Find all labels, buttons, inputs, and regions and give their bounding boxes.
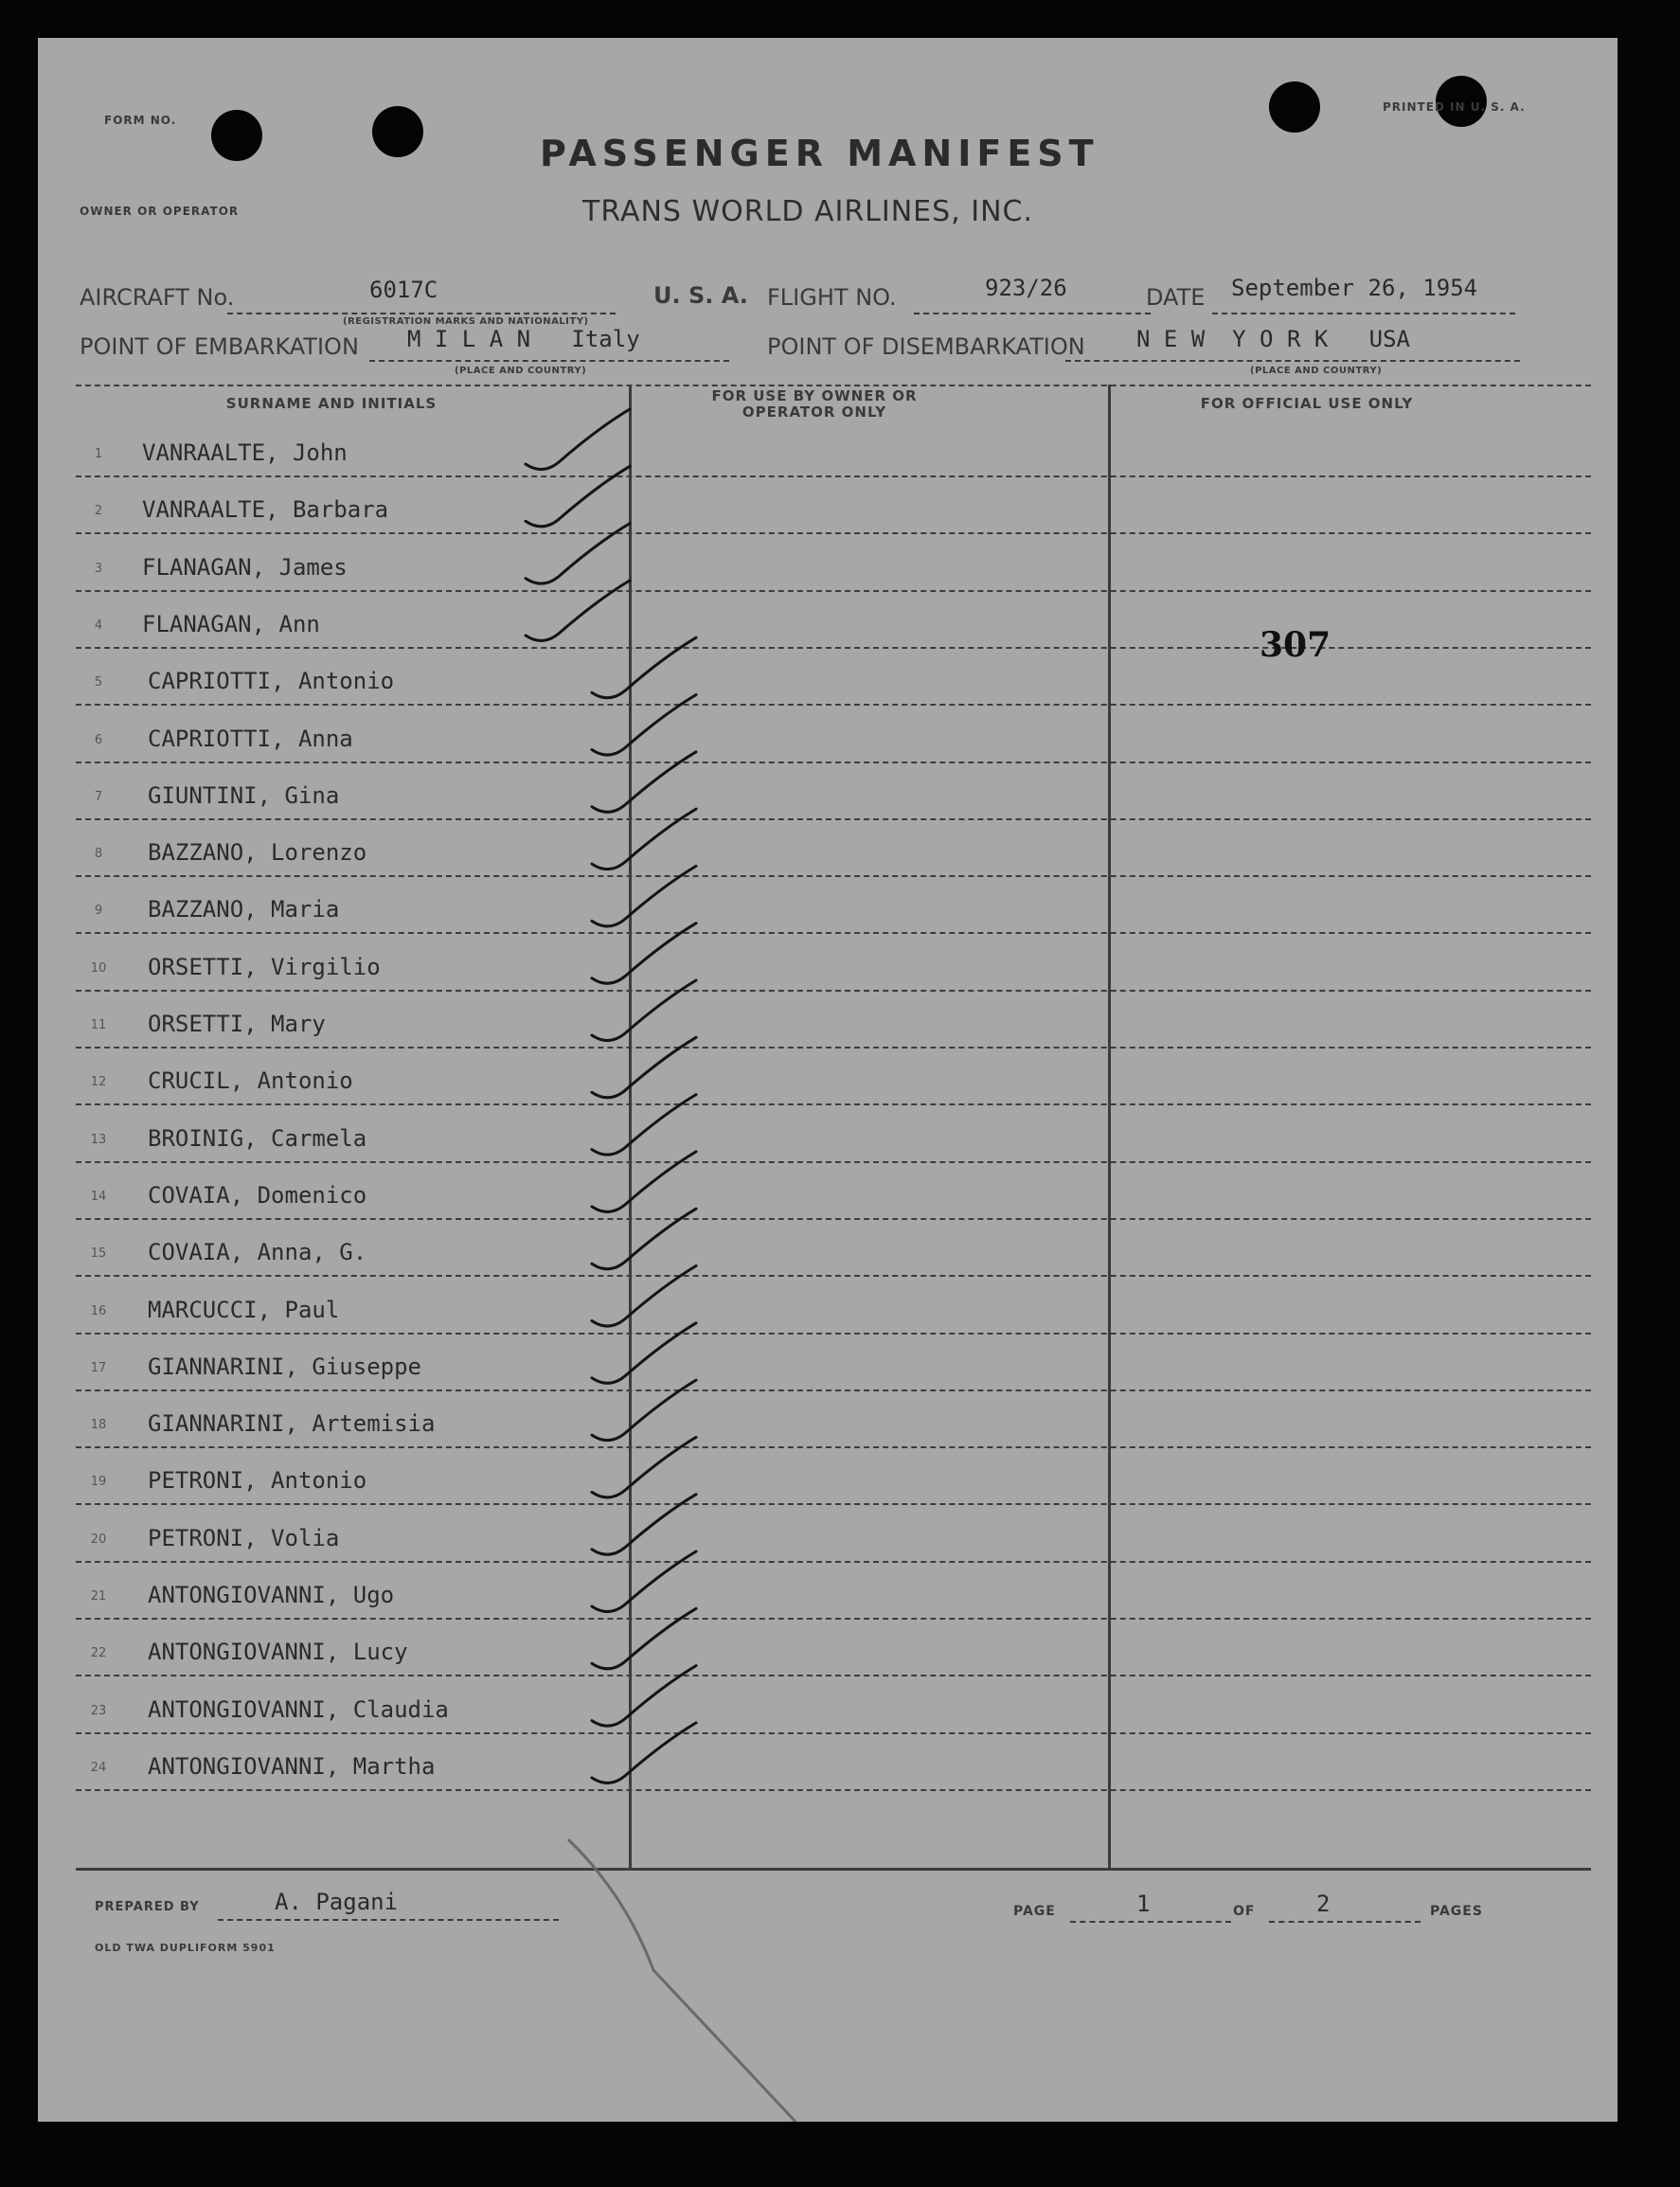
row-number: 5 — [94, 675, 103, 690]
passenger-name: GIANNARINI, Artemisia — [148, 1410, 436, 1438]
row-number: 1 — [94, 447, 103, 461]
usa-label: U. S. A. — [653, 282, 748, 309]
passenger-name: VANRAALTE, Barbara — [142, 496, 389, 524]
passenger-name: COVAIA, Domenico — [148, 1181, 367, 1209]
embarkation-value: M I L A N Italy — [407, 326, 640, 352]
passenger-name: ORSETTI, Mary — [148, 1011, 326, 1037]
row-number: 12 — [90, 1075, 107, 1090]
of-value: 2 — [1316, 1891, 1331, 1917]
owner-operator-label: OWNER OR OPERATOR — [80, 205, 240, 218]
official-number-stamp: 307 — [1260, 625, 1331, 665]
row-number: 6 — [94, 732, 103, 747]
row-number: 3 — [94, 561, 103, 576]
printed-note: PRINTED IN U. S. A. — [1383, 100, 1526, 114]
passenger-name: COVAIA, Anna, G. — [148, 1239, 367, 1266]
row-number: 9 — [94, 904, 103, 919]
date-value: September 26, 1954 — [1231, 275, 1478, 301]
row-number: 8 — [94, 847, 103, 862]
passenger-name: PETRONI, Volia — [148, 1524, 340, 1551]
aircraft-value: 6017C — [369, 277, 438, 303]
passenger-name: FLANAGAN, Ann — [142, 610, 320, 637]
passenger-name: ANTONGIOVANNI, Claudia — [148, 1695, 449, 1723]
col-official-use: FOR OFFICIAL USE ONLY — [1200, 395, 1414, 412]
date-label: DATE — [1146, 284, 1206, 311]
passenger-name: ANTONGIOVANNI, Lucy — [148, 1639, 408, 1666]
row-number: 14 — [90, 1189, 107, 1204]
flight-no-value: 923/26 — [985, 275, 1067, 301]
passenger-name: MARCUCCI, Paul — [148, 1296, 340, 1323]
row-number: 19 — [90, 1475, 107, 1490]
row-number: 21 — [90, 1589, 107, 1604]
passenger-name: ANTONGIOVANNI, Martha — [148, 1752, 436, 1780]
passenger-name: FLANAGAN, James — [142, 553, 348, 581]
paper-crease — [38, 38, 1617, 2122]
row-number: 2 — [94, 504, 103, 519]
row-number: 22 — [90, 1646, 107, 1661]
form-number: FORM NO. — [104, 114, 177, 127]
row-number: 7 — [94, 789, 103, 804]
row-number: 24 — [90, 1760, 107, 1775]
row-number: 20 — [90, 1532, 107, 1547]
disembarkation-value: N E W Y O R K USA — [1136, 326, 1410, 352]
row-number: 13 — [90, 1132, 107, 1147]
form-note: OLD TWA DUPLIFORM 5901 — [95, 1942, 276, 1954]
embarkation-label: POINT OF EMBARKATION — [80, 333, 359, 360]
page-label: PAGE — [1013, 1904, 1056, 1919]
row-number: 18 — [90, 1418, 107, 1433]
page-value: 1 — [1136, 1891, 1151, 1917]
passenger-name: BAZZANO, Maria — [148, 896, 340, 923]
passenger-name: CAPRIOTTI, Antonio — [148, 668, 395, 695]
passenger-name: ORSETTI, Virgilio — [148, 953, 381, 980]
aircraft-label: AIRCRAFT No. — [80, 284, 235, 311]
disembarkation-label: POINT OF DISEMBARKATION — [767, 333, 1085, 360]
row-number: 10 — [90, 960, 107, 976]
row-number: 15 — [90, 1246, 107, 1262]
passenger-name: GIUNTINI, Gina — [148, 781, 340, 809]
passenger-name: BROINIG, Carmela — [148, 1124, 367, 1152]
col-surname: SURNAME AND INITIALS — [225, 395, 438, 412]
passenger-name: PETRONI, Antonio — [148, 1467, 367, 1495]
disembarkation-sublabel: (PLACE AND COUNTRY) — [1250, 366, 1383, 376]
embarkation-sublabel: (PLACE AND COUNTRY) — [455, 366, 587, 376]
document-title: PASSENGER MANIFEST — [540, 133, 1099, 174]
of-label: OF — [1233, 1904, 1256, 1919]
passenger-name: CAPRIOTTI, Anna — [148, 725, 353, 752]
row-number: 23 — [90, 1703, 107, 1718]
passenger-name: BAZZANO, Lorenzo — [148, 839, 367, 867]
prepared-by-label: PREPARED BY — [95, 1900, 200, 1914]
row-number: 16 — [90, 1303, 107, 1318]
passenger-name: GIANNARINI, Giuseppe — [148, 1353, 421, 1380]
col-owner-use: FOR USE BY OWNER OR OPERATOR ONLY — [711, 387, 918, 421]
pages-label: PAGES — [1430, 1904, 1483, 1919]
manifest-page — [38, 38, 1617, 2122]
row-number: 17 — [90, 1360, 107, 1375]
aircraft-sublabel: (REGISTRATION MARKS AND NATIONALITY) — [343, 316, 589, 327]
passenger-name: CRUCIL, Antonio — [148, 1067, 353, 1095]
prepared-by-value: A. Pagani — [275, 1889, 399, 1915]
flight-no-label: FLIGHT NO. — [767, 284, 897, 311]
passenger-name: ANTONGIOVANNI, Ugo — [148, 1582, 395, 1608]
row-number: 4 — [94, 618, 103, 633]
airline-name: TRANS WORLD AIRLINES, INC. — [582, 195, 1034, 228]
passenger-name: VANRAALTE, John — [142, 439, 348, 466]
row-number: 11 — [90, 1018, 107, 1032]
